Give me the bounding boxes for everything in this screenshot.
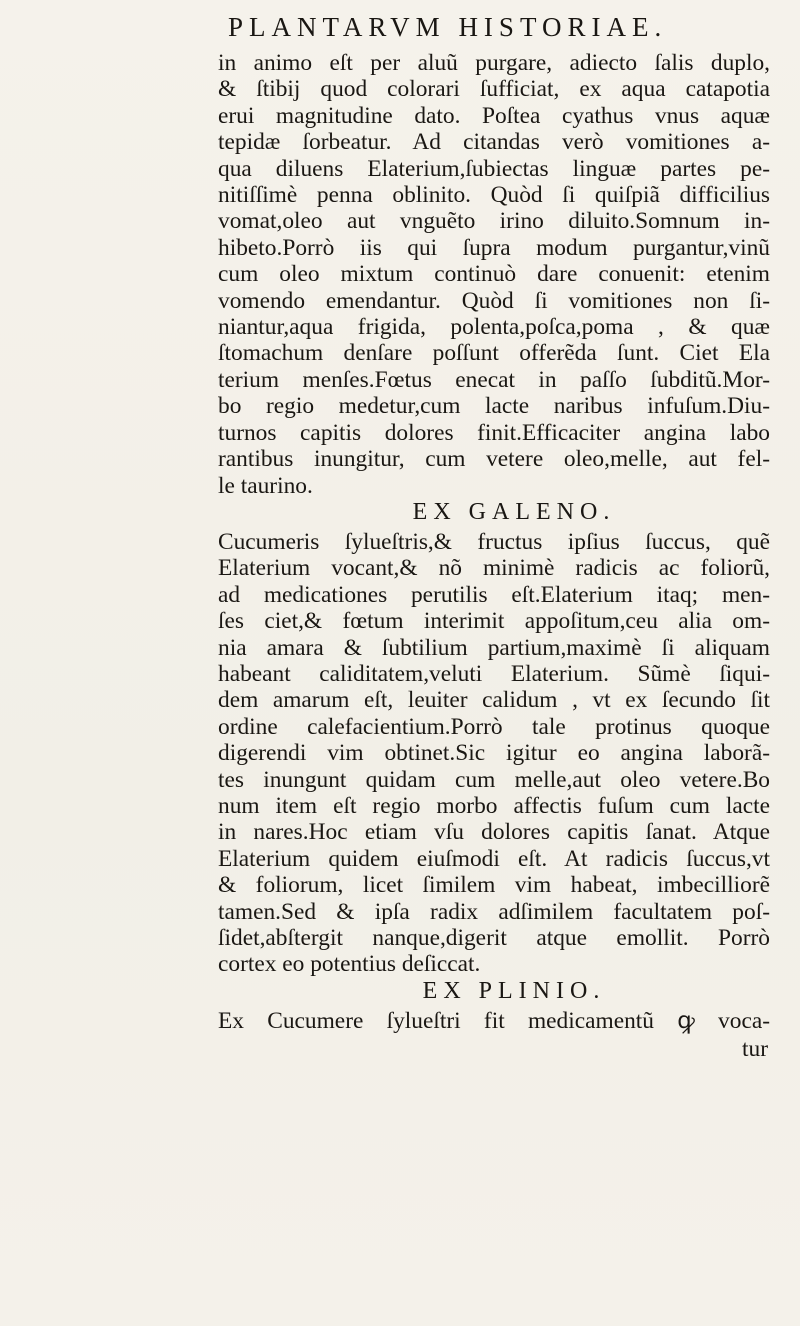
text-line: hibeto.Porrò iis qui ſupra modum purgantur,vinũ <box>218 234 770 261</box>
text-line: ſes ciet,& fœtum interimit appoſitum,ceu alia om- <box>218 608 770 635</box>
text-line: in animo eſt per aluũ purgare, adiecto ſalis duplo, <box>218 50 770 76</box>
text-line: Cucumeris ſylueſtris,& fructus ipſius ſuccus, quẽ <box>218 528 770 555</box>
text-line: terium menſes.Fœtus enecat in paſſo ſubditũ.Mor- <box>218 366 770 393</box>
text-line: cortex eo potentius deſiccat. <box>218 951 481 978</box>
text-line: vomat,oleo aut vnguẽto irino diluito.Somnum in- <box>218 208 770 235</box>
text-line: vomendo emendantur. Quòd ſi vomitiones non ſi- <box>218 287 770 314</box>
section-heading-galeno: EX GALENO. <box>412 498 616 525</box>
heading-row <box>218 499 770 529</box>
running-head: PLANTARVM HISTORIAE. <box>228 12 668 42</box>
text-line: turnos capitis dolores finit.Efficaciter angina labo <box>218 419 770 446</box>
text-line: digerendi vim obtinet.Sic igitur eo angina laborã- <box>218 740 770 767</box>
text-line: in nares.Hoc etiam vſu dolores capitis ſanat. Atque <box>218 819 770 846</box>
text-line: ſidet,abſtergit nanque,digerit atque emollit. Porrò <box>218 925 770 951</box>
catchword-row <box>218 1034 770 1062</box>
text-line: tepidæ ſorbeatur. Ad citandas verò vomitiones a- <box>218 129 770 156</box>
text-line: ſtomachum denſare poſſunt offerẽda ſunt. Ciet Ela <box>218 340 770 367</box>
section-heading-plinio: EX PLINIO. <box>422 977 606 1004</box>
text-line: nitiſſimè penna oblinito. Quòd ſi quiſpiã difficilius <box>218 182 770 209</box>
text-line: Ex Cucumere ſylueſtri fit medicamentũ ꝙ voca- <box>218 1007 770 1034</box>
text-line: qua diluens Elaterium,ſubiectas linguæ partes pe- <box>218 155 770 182</box>
text-block <box>218 50 770 1062</box>
text-line: & ſtibij quod colorari ſufficiat, ex aqua catapotia <box>218 76 770 103</box>
text-line: nia amara & ſubtilium partium,maximè ſi aliquam <box>218 634 770 661</box>
text-line: tamen.Sed & ipſa radix adſimilem facultatem poſ- <box>218 898 770 925</box>
text-line: dem amarum eſt, leuiter calidum , vt ex ſecundo ſit <box>218 687 770 714</box>
text-line: le taurino. <box>218 472 313 499</box>
text-line: Elaterium quidem eiuſmodi eſt. At radicis ſuccus,vt <box>218 845 770 872</box>
text-line: niantur,aqua frigida, polenta,poſca,poma , & quæ <box>218 314 770 341</box>
catchword: tur <box>742 1036 768 1063</box>
text-line: ad medicationes perutilis eſt.Elaterium itaq; men- <box>218 581 770 608</box>
section-2 <box>218 529 770 978</box>
text-line: tes inungunt quidam cum melle,aut oleo vetere.Bo <box>218 766 770 793</box>
section-3 <box>218 1008 770 1034</box>
text-line: cum oleo mixtum continuò dare conuenit: etenim <box>218 261 770 288</box>
text-line: Elaterium vocant,& nõ minimè radicis ac foliorũ, <box>218 555 770 582</box>
text-line: ordine calefacientium.Porrò tale protinus quoque <box>218 713 770 740</box>
text-line: erui magnitudine dato. Poſtea cyathus vnus aquæ <box>218 102 770 129</box>
text-line: bo regio medetur,cum lacte naribus infuſum.Diu- <box>218 393 770 420</box>
text-line: habeant caliditatem,veluti Elaterium. Sũmè ſiqui- <box>218 660 770 687</box>
text-line: num item eſt regio morbo affectis fuſum cum lacte <box>218 792 770 819</box>
heading-row <box>218 978 770 1008</box>
section-1 <box>218 50 770 499</box>
text-line: rantibus inungitur, cum vetere oleo,melle, aut fel- <box>218 446 770 473</box>
text-line: & foliorum, licet ſimilem vim habeat, imbecilliorẽ <box>218 872 770 899</box>
